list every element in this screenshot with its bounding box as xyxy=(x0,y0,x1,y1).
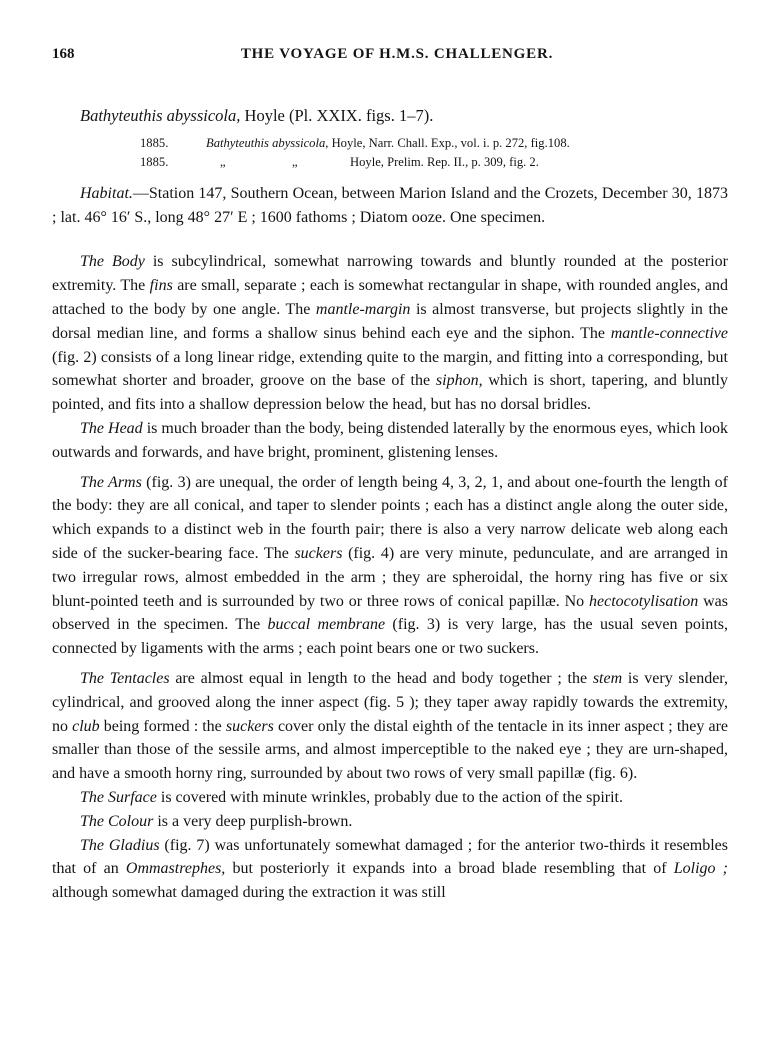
page-number: 168 xyxy=(52,46,75,62)
term-ommastrephes: Ommastrephes, xyxy=(125,860,226,878)
gladius-text: although somewhat damaged during the extraction it was still xyxy=(52,884,446,902)
surface-label: The Surface xyxy=(80,788,157,806)
colour-label: The Colour xyxy=(80,812,154,830)
term-mantle-margin: mantle-margin xyxy=(315,300,411,318)
main-text xyxy=(52,104,728,905)
reference-text: Hoyle, Narr. Chall. Exp., vol. i. p. 272, fig.108. xyxy=(328,135,570,150)
reference-year: 1885. xyxy=(140,154,169,169)
arms-text: (fig. 3) is very large, has the usual seven points, connected by ligaments with the arms ; each point bears one or two suckers. xyxy=(52,616,728,658)
gladius-text: (fig. 7) was unfortunately somewhat damaged ; for the anterior two-thirds it resembles that of an xyxy=(52,836,729,878)
colour-paragraph xyxy=(52,810,728,834)
term-loligo: Loligo ; xyxy=(673,860,728,878)
body-label: The Body xyxy=(80,253,145,271)
reference-line xyxy=(140,153,728,172)
reference-year: 1885. xyxy=(140,135,169,150)
term-suckers: suckers xyxy=(294,544,343,562)
tentacles-text: being formed : the xyxy=(99,717,226,735)
habitat-paragraph xyxy=(52,182,728,230)
species-name: Bathyteuthis abyssicola, xyxy=(80,106,241,125)
habitat-label: Habitat. xyxy=(80,184,133,202)
body-text: (fig. 2) consists of a long linear ridge, extending quite to the margin, and fitting into a corresponding, but somewhat shorter and broader, groove on the base of the xyxy=(52,348,728,390)
body-text: The xyxy=(120,277,150,295)
arms-text: (fig. 3) are unequal, the order of length being 4, 3, 2, 1, and about one-fourth the length of the body: they are all conical, and taper to slender points ; each has a distinct angle along the outer side, which expands to a distinct web in the fourth pair; there is also a very narrow delicate web along each side of the sucker-bearing face. The xyxy=(52,473,728,562)
habitat-text: —Station 147, Southern Ocean, between Marion Island and the Crozets, December 30, 1873 ; lat. 46° 16′ S., long 48° 27′ E ; 1600 fathoms ; Diatom ooze. One specimen. xyxy=(52,184,728,226)
gladius-label: The Gladius xyxy=(80,836,160,854)
body-text: are small, separate ; each is somewhat rectangular in shape, with rounded angles, and attached to the body by one angle. The xyxy=(52,277,729,318)
arms-label: The Arms xyxy=(80,473,142,491)
term-siphon: siphon, xyxy=(435,372,483,390)
colour-text: is a very deep purplish-brown. xyxy=(153,812,353,830)
tentacles-paragraph xyxy=(52,667,728,786)
tentacles-label: The Tentacles xyxy=(80,669,170,687)
page-header xyxy=(52,46,742,70)
arms-paragraph xyxy=(52,471,728,661)
term-buccal-membrane: buccal membrane xyxy=(267,616,386,634)
ditto-mark: „ xyxy=(220,154,226,169)
term-club: club xyxy=(72,717,100,735)
term-hectocotylisation: hectocotylisation xyxy=(588,592,699,610)
term-suckers: suckers xyxy=(225,717,274,735)
term-mantle-connective: mantle-connective xyxy=(610,324,728,342)
body-paragraph xyxy=(52,250,728,417)
surface-paragraph xyxy=(52,786,728,810)
reference-line xyxy=(140,134,728,153)
term-fins: fins xyxy=(149,277,173,295)
arms-text: (fig. 4) are very minute, pedunculate, and are arranged in two irregular rows, almost embedded in the arm ; they are spheroidal, the horny ring has five or six blunt-pointed teeth and is surrounded by two or three rows of conical papillæ. No xyxy=(52,544,728,610)
reference-name: Bathyteuthis abyssicola, xyxy=(206,135,329,150)
tentacles-text: is very slender, cylindrical, and grooved along the inner aspect (fig. 5 ); they taper away rapidly towards the extremity, no xyxy=(52,669,728,735)
head-paragraph xyxy=(52,417,728,465)
body-text: is almost transverse, but projects slightly in the dorsal median line, and forms a shallow sinus behind each eye and the siphon. The xyxy=(52,300,728,342)
reference-text: Hoyle, Prelim. Rep. II., p. 309, fig. 2. xyxy=(350,154,539,169)
species-heading xyxy=(80,104,728,128)
references xyxy=(140,134,728,172)
running-title: THE VOYAGE OF H.M.S. CHALLENGER. xyxy=(240,46,554,62)
arms-text: was observed in the specimen. The xyxy=(52,592,728,634)
surface-text: is covered with minute wrinkles, probably due to the action of the spirit. xyxy=(156,788,623,806)
species-authority: Hoyle (Pl. XXIX. figs. 1–7). xyxy=(240,106,434,125)
head-label: The Head xyxy=(80,419,143,437)
body-text: is subcylindrical, somewhat narrowing towards and bluntly rounded at the posterior extremity. xyxy=(52,253,729,295)
tentacles-text: cover only the distal eighth of the tentacle in its inner aspect ; they are smaller than those of the sessile arms, and almost imperceptible to the naked eye ; they are urn-shaped, and have a smooth horny ring, surrounded by about two rows of very small papillæ (fig. 6). xyxy=(52,717,729,783)
tentacles-text: are almost equal in length to the head and body together ; the xyxy=(169,669,593,687)
gladius-paragraph xyxy=(52,834,728,905)
gladius-text: but posteriorly it expands into a broad blade resembling that of xyxy=(225,860,674,878)
head-text: is much broader than the body, being distended laterally by the enormous eyes, which look outwards and forwards, and have bright, prominent, glistening lenses. xyxy=(52,419,729,461)
term-stem: stem xyxy=(592,669,623,687)
ditto-mark: „ xyxy=(292,154,298,169)
body-text: which is short, tapering, and bluntly pointed, and fits into a shallow depression below the head, but has no dorsal bridles. xyxy=(52,372,729,414)
